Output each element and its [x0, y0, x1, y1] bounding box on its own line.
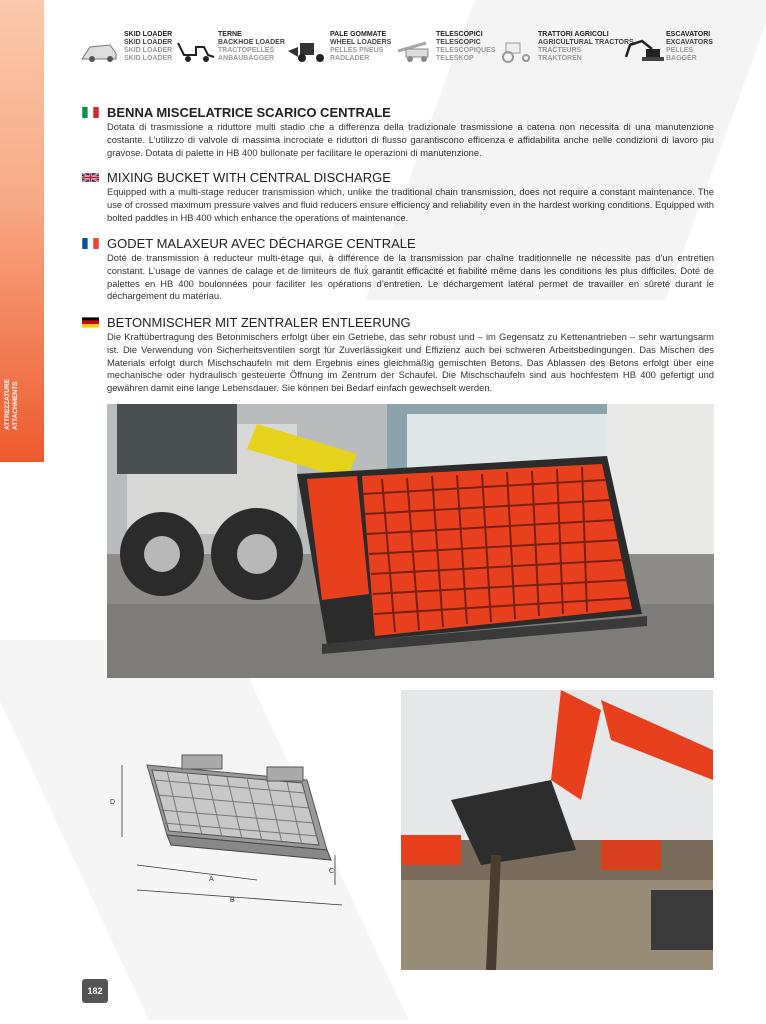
dimension-label-a: A	[209, 876, 214, 883]
section-body: Equipped with a multi-stage reducer transmission which, unlike the traditional chain transmission, does not require a constant maintenance. The use of crossed maximum pressure valves and fluid reducers ensure efficiency and reliability even in the hardest working conditions. Equipped with bolted paddles in HB 400 which enhance the operations of maintenance.	[107, 186, 714, 223]
skid-loader-icon	[80, 37, 124, 63]
excavator-icon	[622, 37, 666, 63]
backhoe-loader-icon	[174, 37, 218, 63]
technical-drawing	[107, 745, 347, 915]
germany-flag-icon	[82, 317, 99, 328]
section-body: Dotata di trasmissione a riduttore multi stadio che a differenza della tradizionale trasmissione a catena non necessita di una manutenzione costante. L’utilizzo di valvole di massima incrociate e riduttori di flusso garantiscono efficenza e affidabilita anche nelle condizioni di lavoro piu gravose. Dotata di palette in HB 400 bullonate per facilitare le operazioni di manutenzione.	[107, 121, 714, 158]
dimension-label-c: C	[329, 868, 335, 875]
section-body: Doté de transmission à reducteur multi-étage qui, à différence de la transmission par chaîne traditionnelle ne nécessite pas d’un entretien constant. L’usage de vannes de calage et de limiteurs de flux garantit efficacité et fiabilité même dans les conditions les plus difficiles. Doté de palettes en HB 400 boulonnées pour faciliter les opérations d’entretien. Le déchargement latéral permet de travailler en sûreté durant le déchargement du matériau.	[107, 252, 714, 302]
section-english	[82, 170, 714, 224]
side-tab-label	[4, 378, 20, 430]
wheel-loader-icon	[286, 37, 330, 63]
side-tab	[0, 0, 44, 462]
telescopic-icon	[392, 37, 436, 63]
main-photo-loader-mixing-bucket	[107, 404, 714, 678]
dimension-label-d: D	[110, 799, 116, 806]
section-body: Die Kraftübertragung des Betonmischers erfolgt über ein Getriebe, das sehr robust und – im Gegensatz zu Kettenantrieben – sehr wartungsarm ist. Die Verwendung von Sicherheitsventilen sorgt für Zuverlässigkeit und Effizienz auch bei schweren Arbeitsbedingungen. Das Mischen des Materials erfolgt durch Mischschaufeln mit dem Ergebnis eines gleichmäßig gemischten Betons. Das Ablassen des Betons erfolgt über eine mechanische oder hydraulisch gesteuerte Öffnung im Zentrum der Schaufel. Die Mischschaufeln sind aus hochfestem HB 400 gefertigt und gewähren damit eine lange Lebensdauer. Sie können bei Bedarf einfach gewechselt werden.	[107, 331, 714, 394]
excavator-photo-mixing-bucket	[401, 690, 713, 970]
agricultural-tractor-icon	[494, 37, 538, 63]
category-bar: SKID LOADER SKID LOADER SKID LOADER SKID LOADER TERNE BACKHOE LOADER TRACTOPELLES ANBAUBAGGER PALE GOMMATE WHEEL LOADERS PELLES PNEUS RADLADER TELESCOPICI TELESCOPIC TELESCOPIQUES TELESKOP TRATTORI AGRICOLI AGRICULTURAL TRACTORS TRACTEURS TRAKTOREN ESCAVATORI EXCAVATORS PELLES BAGGER	[80, 31, 720, 67]
side-tab-line1: ATTREZZATURE	[4, 378, 11, 430]
uk-flag-icon	[82, 172, 99, 183]
france-flag-icon	[82, 238, 99, 249]
section-title: BENNA MISCELATRICE SCARICO CENTRALE	[107, 105, 391, 120]
italy-flag-icon	[82, 107, 99, 118]
section-italian	[82, 105, 714, 159]
section-title: GODET MALAXEUR AVEC DÉCHARGE CENTRALE	[107, 236, 416, 251]
section-title: MIXING BUCKET WITH CENTRAL DISCHARGE	[107, 170, 391, 185]
section-french	[82, 236, 714, 303]
side-tab-line2: ATTACHMENTS	[12, 381, 19, 430]
section-title: BETONMISCHER MIT ZENTRALER ENTLEERUNG	[107, 315, 411, 330]
dimension-label-b: B	[230, 897, 235, 904]
page-number: 182	[82, 979, 108, 1003]
section-german	[82, 315, 714, 395]
